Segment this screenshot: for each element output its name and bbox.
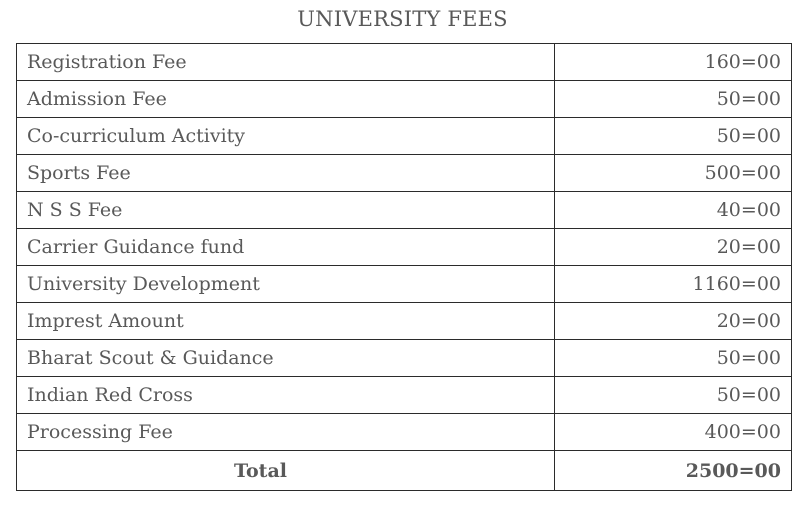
fee-amount: 50=00 (555, 377, 792, 414)
fee-label: N S S Fee (17, 192, 555, 229)
fee-label: University Development (17, 266, 555, 303)
table-row (17, 377, 792, 414)
fee-label: Indian Red Cross (17, 377, 555, 414)
fee-label: Registration Fee (17, 44, 555, 81)
fee-label: Co-curriculum Activity (17, 118, 555, 155)
fee-label: Carrier Guidance fund (17, 229, 555, 266)
table-row (17, 303, 792, 340)
table-row (17, 118, 792, 155)
fee-label: Bharat Scout & Guidance (17, 340, 555, 377)
total-label: Total (17, 451, 555, 491)
table-row (17, 340, 792, 377)
fees-table (16, 43, 792, 491)
fee-label: Sports Fee (17, 155, 555, 192)
fee-amount: 500=00 (555, 155, 792, 192)
fee-amount: 50=00 (555, 118, 792, 155)
fee-label: Imprest Amount (17, 303, 555, 340)
table-row (17, 155, 792, 192)
fee-label: Processing Fee (17, 414, 555, 451)
page-title: UNIVERSITY FEES (297, 7, 508, 31)
table-row (17, 81, 792, 118)
table-row (17, 229, 792, 266)
table-row (17, 44, 792, 81)
fee-amount: 20=00 (555, 229, 792, 266)
table-row (17, 414, 792, 451)
fee-amount: 50=00 (555, 81, 792, 118)
table-row (17, 192, 792, 229)
table-row (17, 266, 792, 303)
fee-amount: 50=00 (555, 340, 792, 377)
total-amount: 2500=00 (555, 451, 792, 491)
fee-amount: 1160=00 (555, 266, 792, 303)
total-row (17, 451, 792, 491)
fee-label: Admission Fee (17, 81, 555, 118)
fees-table-body (17, 44, 792, 491)
fee-amount: 20=00 (555, 303, 792, 340)
fee-amount: 160=00 (555, 44, 792, 81)
fee-amount: 40=00 (555, 192, 792, 229)
fee-amount: 400=00 (555, 414, 792, 451)
